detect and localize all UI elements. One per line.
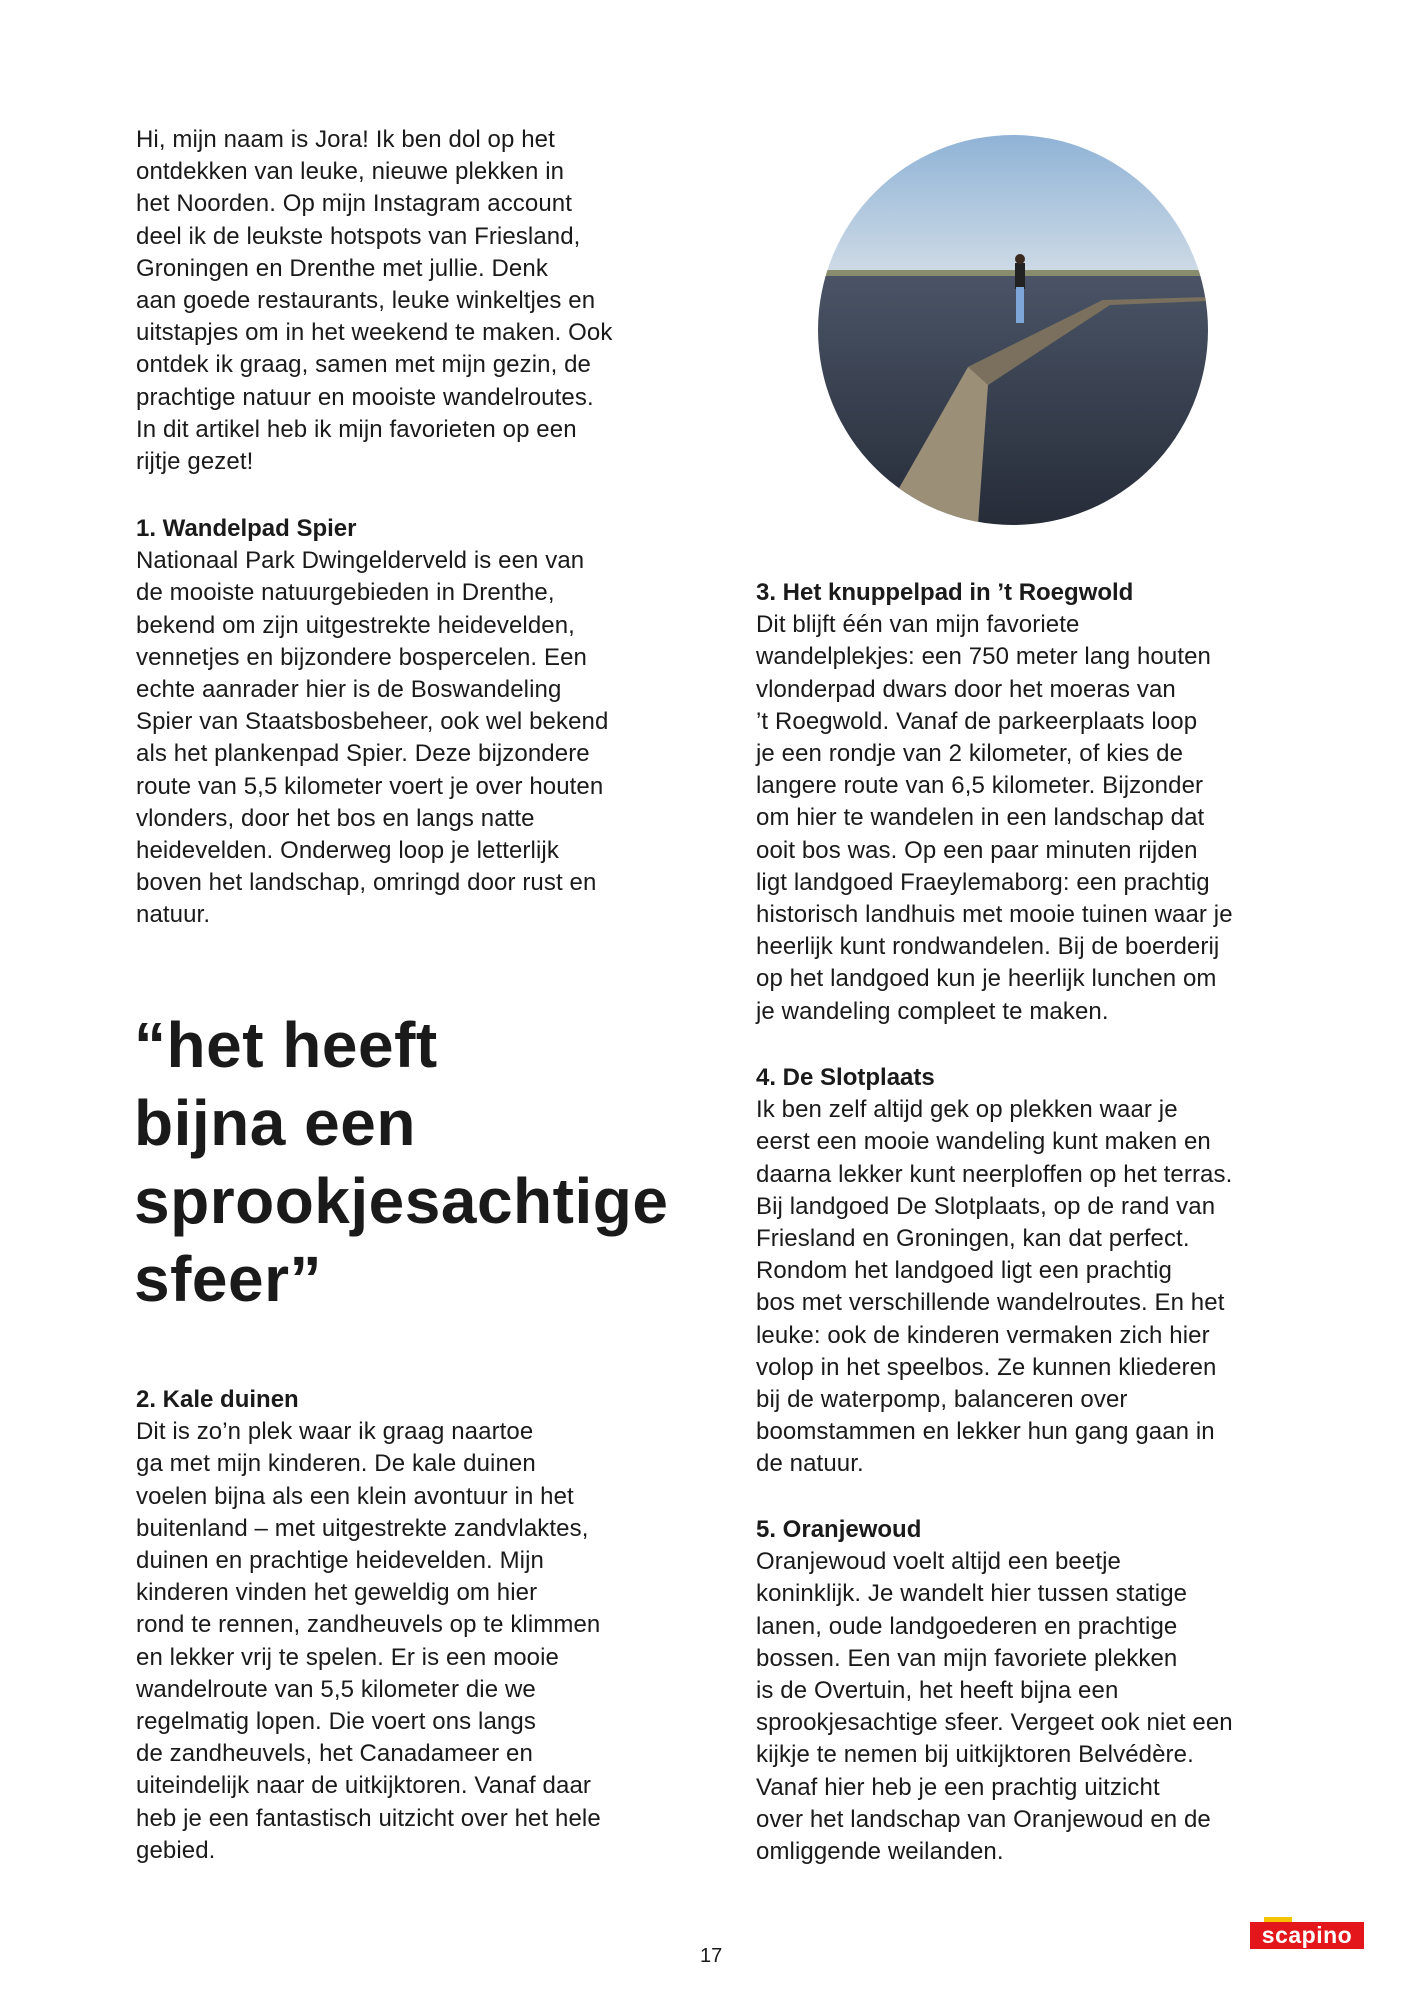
pull-quote-line: “het heeft	[134, 1009, 438, 1081]
text-line: uitstapjes om in het weekend te maken. Ook	[136, 319, 613, 347]
text-line: Groningen en Drenthe met jullie. Denk	[136, 254, 548, 282]
section-heading: 5. Oranjewoud	[756, 1516, 922, 1543]
text-line: In dit artikel heb ik mijn favorieten op een	[136, 415, 577, 443]
section-heading: 3. Het knuppelpad in ’t Roegwold	[756, 579, 1134, 606]
text-line: duinen en prachtige heidevelden. Mijn	[136, 1547, 544, 1575]
text-line: leuke: ook de kinderen vermaken zich hier	[756, 1321, 1210, 1349]
text-line: historisch landhuis met mooie tuinen waar je	[756, 901, 1233, 929]
text-line: kinderen vinden het geweldig om hier	[136, 1579, 538, 1607]
section-wandelpad-spier	[136, 513, 608, 932]
text-line: natuur.	[136, 901, 211, 929]
text-line: bossen. Een van mijn favoriete plekken	[756, 1644, 1178, 1672]
text-line: de mooiste natuurgebieden in Drenthe,	[136, 579, 555, 607]
text-line: volop in het speelbos. Ze kunnen kliederen	[756, 1353, 1217, 1381]
text-line: Ik ben zelf altijd gek op plekken waar je	[756, 1096, 1178, 1124]
section-oranjewoud	[756, 1514, 1233, 1868]
text-line: langere route van 6,5 kilometer. Bijzonder	[756, 772, 1204, 800]
text-line: Vanaf hier heb je een prachtig uitzicht	[756, 1773, 1160, 1801]
text-line: echte aanrader hier is de Boswandeling	[136, 676, 562, 704]
text-line: route van 5,5 kilometer voert je over houten	[136, 772, 604, 800]
pull-quote-line: sfeer”	[134, 1243, 322, 1315]
section-kale-duinen	[136, 1384, 601, 1867]
text-line: bos met verschillende wandelroutes. En het	[756, 1289, 1225, 1317]
text-line: vlonders, door het bos en langs natte	[136, 804, 535, 832]
text-line: rond te rennen, zandheuvels op te klimmen	[136, 1611, 601, 1639]
text-line: deel ik de leukste hotspots van Friesland,	[136, 222, 581, 250]
text-line: sprookjesachtige sfeer. Vergeet ook niet een	[756, 1709, 1233, 1737]
text-line: buitenland – met uitgestrekte zandvlaktes,	[136, 1514, 589, 1542]
text-line: Friesland en Groningen, kan dat perfect.	[756, 1225, 1190, 1253]
text-line: het Noorden. Op mijn Instagram account	[136, 190, 573, 218]
text-line: koninklijk. Je wandelt hier tussen statige	[756, 1580, 1188, 1608]
text-line: eerst een mooie wandeling kunt maken en	[756, 1128, 1211, 1156]
text-line: heerlijk kunt rondwandelen. Bij de boerderij	[756, 933, 1220, 961]
text-line: rijtje gezet!	[136, 448, 254, 476]
text-line: ontdek ik graag, samen met mijn gezin, de	[136, 351, 592, 379]
scapino-logo	[1250, 1917, 1364, 1949]
text-line: heb je een fantastisch uitzicht over het hele	[136, 1804, 601, 1832]
pull-quote-line: sprookjesachtige	[134, 1165, 669, 1237]
text-line: Oranjewoud voelt altijd een beetje	[756, 1548, 1121, 1576]
text-line: ligt landgoed Fraeylemaborg: een prachtig	[756, 868, 1210, 896]
text-line: gebied.	[136, 1836, 216, 1864]
text-line: regelmatig lopen. Die voert ons langs	[136, 1708, 536, 1736]
text-line: uiteindelijk naar de uitkijktoren. Vanaf daar	[136, 1772, 591, 1800]
text-line: je een rondje van 2 kilometer, of kies de	[756, 740, 1184, 768]
text-line: Dit is zo’n plek waar ik graag naartoe	[136, 1418, 534, 1446]
section-heading: 1. Wandelpad Spier	[136, 515, 357, 542]
text-line: Hi, mijn naam is Jora! Ik ben dol op het	[136, 126, 555, 153]
pull-quote-line: bijna een	[134, 1087, 416, 1159]
text-line: Nationaal Park Dwingelderveld is een van	[136, 547, 585, 575]
section-knuppelpad-roegwold	[756, 577, 1233, 1028]
text-line: prachtige natuur en mooiste wandelroutes.	[136, 383, 594, 411]
text-line: lanen, oude landgoederen en prachtige	[756, 1612, 1178, 1640]
text-line: Bij landgoed De Slotplaats, op de rand van	[756, 1192, 1216, 1220]
section-heading: 4. De Slotplaats	[756, 1064, 935, 1091]
text-line: de zandheuvels, het Canadameer en	[136, 1740, 533, 1768]
text-line: je wandeling compleet te maken.	[756, 997, 1109, 1025]
text-line: boomstammen en lekker hun gang gaan in	[756, 1418, 1215, 1446]
text-line: op het landgoed kun je heerlijk lunchen om	[756, 965, 1217, 993]
text-line: als het plankenpad Spier. Deze bijzondere	[136, 740, 590, 768]
text-line: ooit bos was. Op een paar minuten rijden	[756, 836, 1198, 864]
intro-paragraph	[136, 124, 612, 478]
text-line: omliggende weilanden.	[756, 1838, 1004, 1866]
text-line: voelen bijna als een klein avontuur in het	[136, 1482, 574, 1510]
text-line: daarna lekker kunt neerploffen op het terras.	[756, 1160, 1233, 1188]
text-line: om hier te wandelen in een landschap dat	[756, 804, 1205, 832]
pull-quote	[134, 1006, 668, 1318]
text-line: vlonderpad dwars door het moeras van	[756, 675, 1176, 703]
text-line: aan goede restaurants, leuke winkeltjes en	[136, 287, 596, 315]
text-line: Rondom het landgoed ligt een prachtig	[756, 1257, 1172, 1285]
page-number: 17	[700, 1945, 723, 1967]
text-line: bekend om zijn uitgestrekte heidevelden,	[136, 611, 575, 639]
text-line: wandelplekjes: een 750 meter lang houten	[756, 643, 1211, 671]
section-slotplaats	[756, 1062, 1232, 1481]
text-line: ga met mijn kinderen. De kale duinen	[136, 1450, 536, 1478]
text-line: vennetjes en bijzondere bospercelen. Een	[136, 643, 587, 671]
logo-text: scapino	[1250, 1922, 1364, 1949]
text-line: is de Overtuin, het heeft bijna een	[756, 1677, 1119, 1705]
text-line: Dit blijft één van mijn favoriete	[756, 611, 1080, 639]
section-heading: 2. Kale duinen	[136, 1386, 299, 1413]
text-line: bij de waterpomp, balanceren over	[756, 1386, 1128, 1414]
text-line: ’t Roegwold. Vanaf de parkeerplaats loop	[756, 707, 1198, 735]
boardwalk-photo	[818, 135, 1208, 525]
text-line: Spier van Staatsbosbeheer, ook wel bekend	[136, 708, 609, 736]
text-line: ontdekken van leuke, nieuwe plekken in	[136, 158, 565, 186]
text-line: wandelroute van 5,5 kilometer die we	[136, 1675, 536, 1703]
text-line: en lekker vrij te spelen. Er is een mooie	[136, 1643, 559, 1671]
text-line: de natuur.	[756, 1450, 864, 1478]
text-line: heidevelden. Onderweg loop je letterlijk	[136, 837, 559, 865]
text-line: over het landschap van Oranjewoud en de	[756, 1805, 1211, 1833]
text-line: kijkje te nemen bij uitkijktoren Belvédère.	[756, 1741, 1194, 1769]
text-line: boven het landschap, omringd door rust en	[136, 869, 597, 897]
